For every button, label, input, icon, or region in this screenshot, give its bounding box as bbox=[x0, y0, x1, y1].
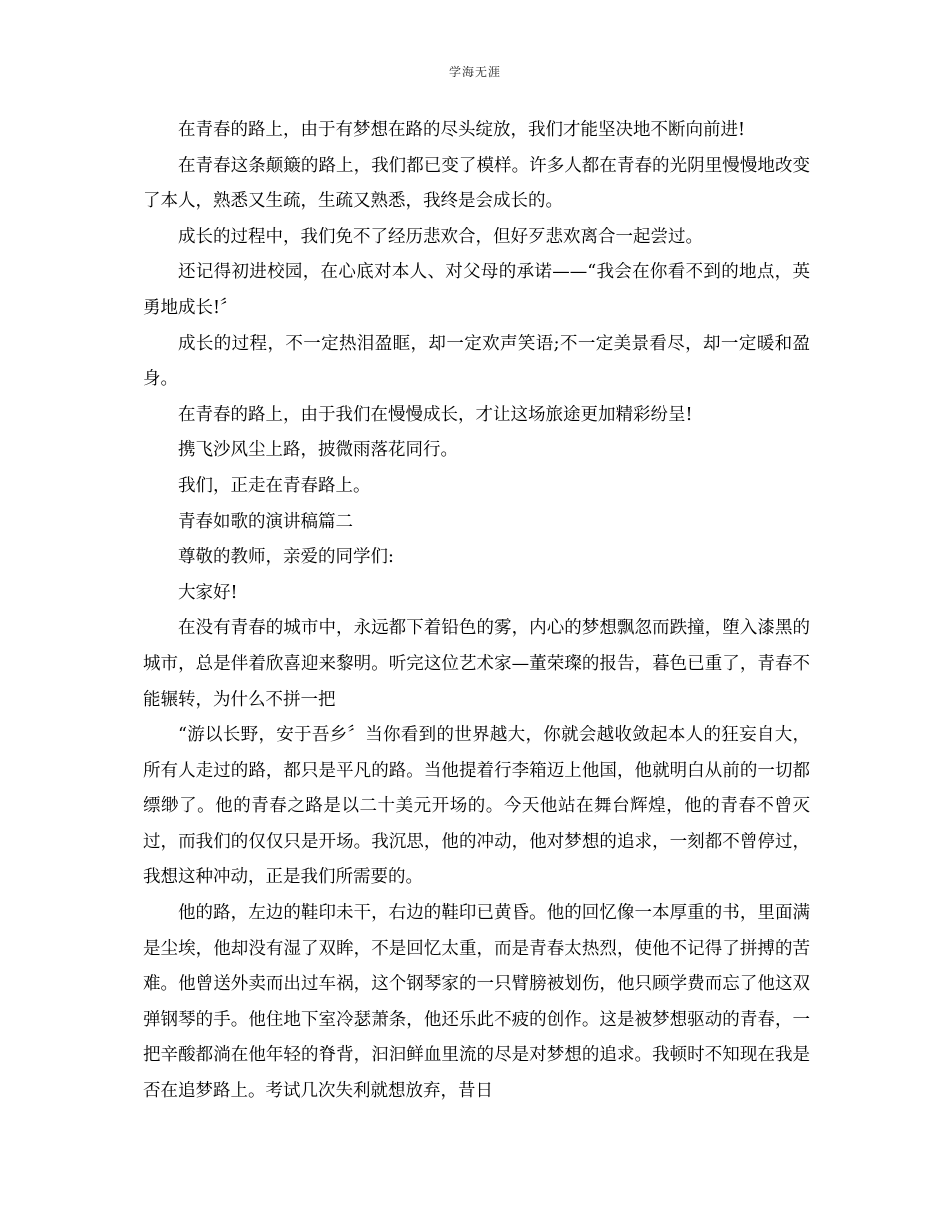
paragraph: 在青春的路上，由于我们在慢慢成长，才让这场旅途更加精彩纷呈! bbox=[178, 404, 693, 425]
section-heading: 青春如歌的演讲稿篇二 bbox=[178, 511, 353, 532]
greeting: 大家好! bbox=[178, 582, 238, 603]
paragraph: 在没有青春的城市中，永远都下着铅色的雾，内心的梦想飘忽而跌撞，堕入漆黑的城市，总是伴着欣喜迎来黎明。听完这位艺术家—董荣璨的报告，暮色已重了，青春不能辗转，为什么不拼一把 bbox=[143, 618, 810, 710]
paragraph: 成长的过程，不一定热泪盈眶，却一定欢声笑语;不一定美景看尽，却一定暖和盈身。 bbox=[143, 333, 810, 390]
page-header: 学海无涯 bbox=[448, 65, 501, 79]
paragraph: 携飞沙风尘上路，披微雨落花同行。 bbox=[178, 440, 458, 461]
paragraph: 我们，正走在青春路上。 bbox=[178, 475, 371, 496]
paragraph: 还记得初进校园，在心底对本人、对父母的承诺——“我会在你看不到的地点，英勇地成长!〞 bbox=[143, 262, 810, 318]
paragraph: 他的路，左边的鞋印未干，右边的鞋印已黄昏。他的回忆像一本厚重的书，里面满是尘埃，他却没有湿了双眸，不是回忆太重，而是青春太热烈，使他不记得了拼搏的苦难。他曾送外卖而出过车祸，这个钢琴家的一只臂膀被划伤，他只顾学费而忘了他这双弹钢琴的手。他住地下室冷瑟萧条，他还乐此不疲的创作。这是被梦想驱动的青春，一把辛酸都淌在他年轻的脊背，汩汩鲜血里流的尽是对梦想的追求。我顿时不知现在我是否在追梦路上。考试几次失利就想放弃，昔日 bbox=[143, 903, 810, 1102]
paragraph: 成长的过程中，我们免不了经历悲欢合，但好歹悲欢离合一起尝过。 bbox=[178, 226, 703, 247]
salutation: 尊敬的教师，亲爱的同学们: bbox=[178, 547, 394, 568]
paragraph: 在青春的路上，由于有梦想在路的尽头绽放，我们才能坚决地不断向前进! bbox=[178, 120, 746, 140]
document-body bbox=[143, 113, 810, 1110]
paragraph: 在青春这条颠簸的路上，我们都已变了模样。许多人都在青春的光阴里慢慢地改变了本人，熟悉又生疏，生疏又熟悉，我终是会成长的。 bbox=[143, 155, 810, 212]
paragraph: “游以长野，安于吾乡〞当你看到的世界越大，你就会越收敛起本人的狂妄自大，所有人走过的路，都只是平凡的路。当他提着行李箱迈上他国，他就明白从前的一切都缥缈了。他的青春之路是以二十美元开场的。今天他站在舞台辉煌，他的青春不曾灭过，而我们的仅仅只是开场。我沉思，他的冲动，他对梦想的追求，一刻都不曾停过，我想这种冲动，正是我们所需要的。 bbox=[143, 725, 810, 888]
